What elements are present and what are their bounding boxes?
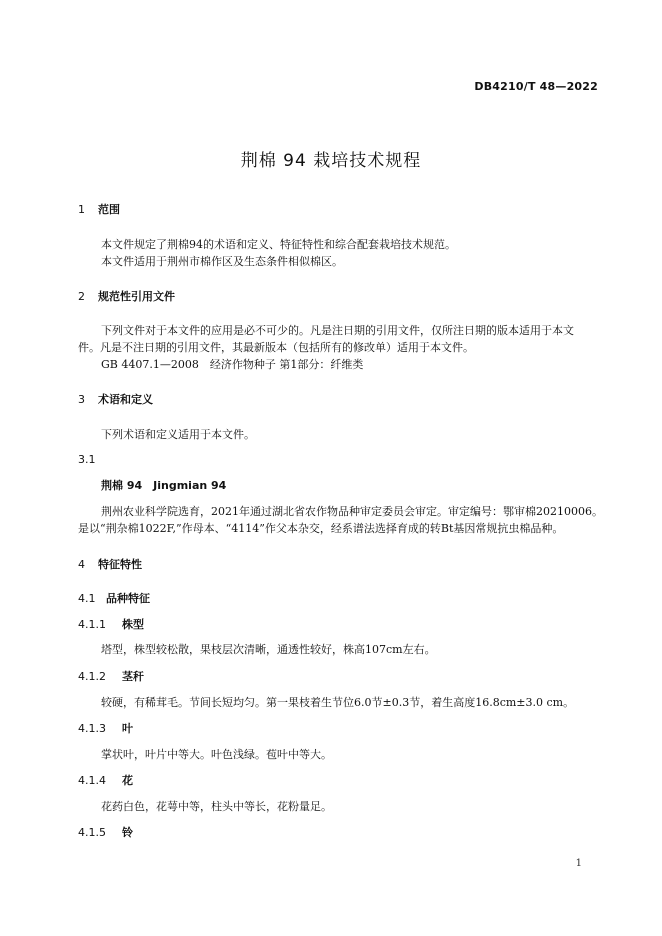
normative-reference: GB 4407.1—2008 经济作物种子 第1部分：纤维类: [101, 358, 364, 371]
paragraph: 下列术语和定义适用于本文件。: [101, 428, 255, 441]
subsection-4-1-4-heading: [78, 772, 133, 788]
paragraph: 塔型，株型较松散，果枝层次清晰，通透性较好，株高107cm左右。: [101, 643, 436, 656]
section-2-heading: [78, 288, 175, 304]
section-number: 4.1.3: [78, 722, 106, 735]
term-entry: 荆棉 94 Jingmian 94: [101, 479, 227, 492]
paragraph: 下列文件对于本文件的应用是必不可少的。凡是注日期的引用文件，仅所注日期的版本适用于本文: [101, 324, 574, 337]
section-title: 株型: [122, 618, 144, 631]
paragraph: 本文件规定了荆棉94的术语和定义、特征特性和综合配套栽培技术规范。: [101, 238, 456, 251]
paragraph: 件。凡是不注日期的引用文件，其最新版本（包括所有的修改单）适用于本文件。: [78, 341, 474, 354]
term-definition: 是以“荆杂棉1022F,”作母本、“4114”作父本杂交，经系谱法选择育成的转Bt基因常规抗虫棉品种。: [78, 522, 564, 535]
section-4-heading: [78, 556, 142, 572]
subsection-4-1-2-heading: [78, 668, 144, 684]
paragraph: 较硬，有稀茸毛。节间长短均匀。第一果枝着生节位6.0节±0.3节，着生高度16.8cm±3.0 cm。: [101, 696, 575, 709]
page-number: 1: [575, 858, 582, 869]
section-title: 术语和定义: [98, 393, 153, 406]
document-code: DB4210/T 48—2022: [474, 80, 598, 93]
term-definition: 荆州农业科学院选育，2021年通过湖北省农作物品种审定委员会审定。审定编号：鄂审棉20210006。: [101, 505, 603, 518]
subsection-4-1-heading: [78, 590, 150, 606]
section-title: 叶: [122, 722, 133, 735]
section-number: 1: [78, 203, 85, 216]
section-title: 茎秆: [122, 670, 144, 683]
subsection-4-1-1-heading: [78, 616, 144, 632]
section-number: 4.1.4: [78, 774, 106, 787]
section-number: 2: [78, 290, 85, 303]
subsection-3-1-number: [78, 453, 96, 466]
section-title: 品种特征: [106, 592, 150, 605]
section-title: 特征特性: [98, 558, 142, 571]
section-title: 规范性引用文件: [98, 290, 175, 303]
subsection-4-1-5-heading: [78, 824, 133, 840]
paragraph: 掌状叶，叶片中等大。叶色浅绿。苞叶中等大。: [101, 748, 332, 761]
section-title: 花: [122, 774, 133, 787]
paragraph: 花药白色，花萼中等，柱头中等长，花粉量足。: [101, 800, 332, 813]
section-number: 4.1.5: [78, 826, 106, 839]
section-number: 3: [78, 393, 85, 406]
document-title: 荆棉 94 栽培技术规程: [240, 151, 422, 171]
section-number: 4.1.2: [78, 670, 106, 683]
paragraph: 本文件适用于荆州市棉作区及生态条件相似棉区。: [101, 255, 343, 268]
subsection-4-1-3-heading: [78, 720, 133, 736]
section-number: 3.1: [78, 453, 96, 466]
section-number: 4: [78, 558, 85, 571]
section-3-heading: [78, 391, 153, 407]
section-title: 铃: [122, 826, 133, 839]
section-1-heading: [78, 201, 120, 217]
section-title: 范围: [98, 203, 120, 216]
section-number: 4.1.1: [78, 618, 106, 631]
section-number: 4.1: [78, 592, 96, 605]
